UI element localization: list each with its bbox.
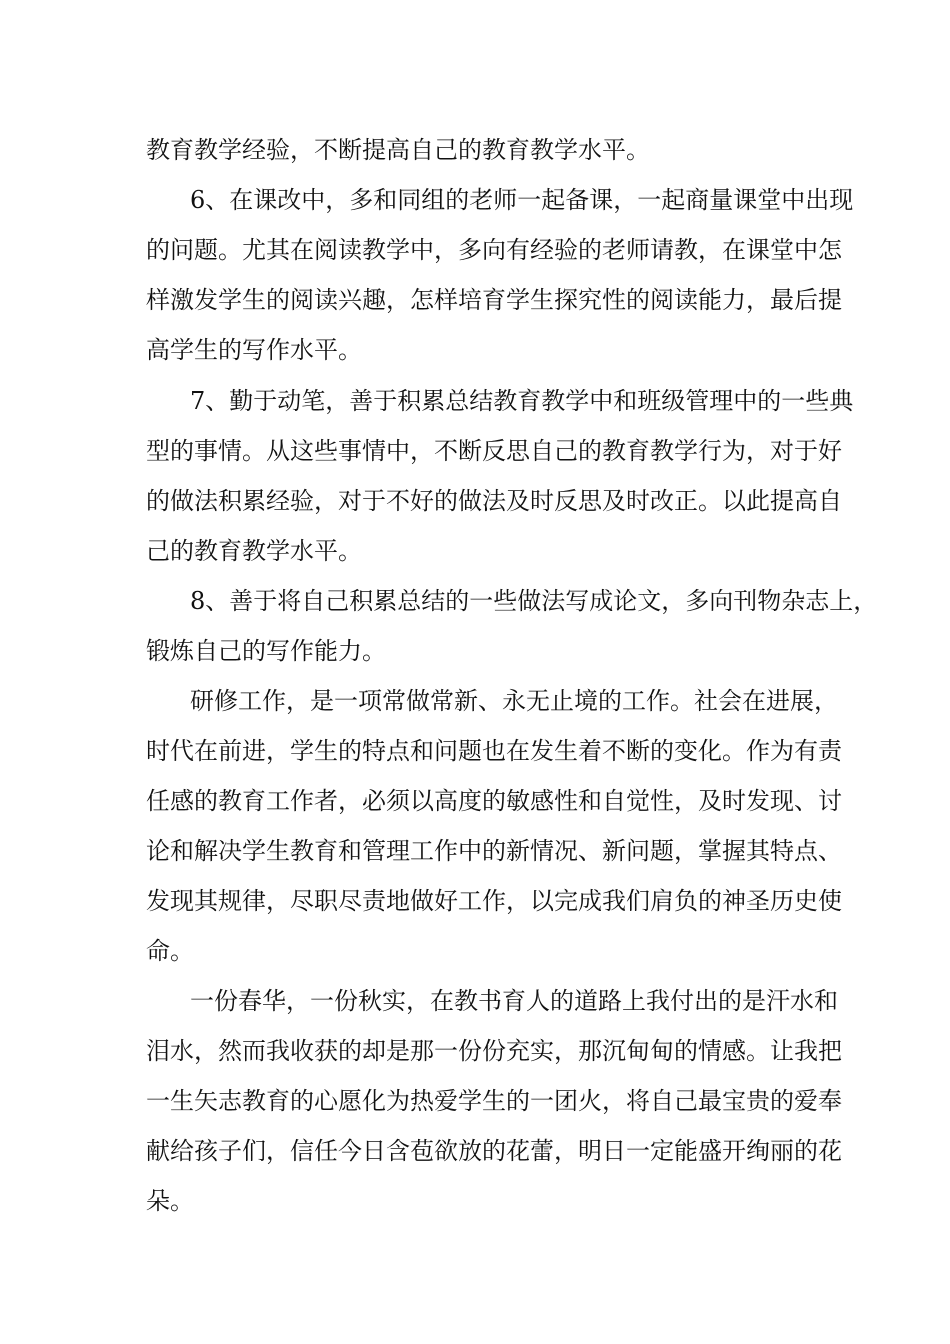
text-line: 时代在前进，学生的特点和问题也在发生着不断的变化。作为有责: [146, 737, 842, 765]
text-line: 6、在课改中，多和同组的老师一起备课，一起商量课堂中出现: [190, 186, 854, 214]
text-line: 泪水，然而我收获的却是那一份份充实，那沉甸甸的情感。让我把: [146, 1037, 842, 1065]
text-line: 一份春华，一份秋实，在教书育人的道路上我付出的是汗水和: [190, 987, 838, 1015]
text-line: 献给孩子们，信任今日含苞欲放的花蕾，明日一定能盛开绚丽的花: [146, 1137, 842, 1165]
text-line: 高学生的写作水平。: [146, 336, 362, 364]
text-line: 7、勤于动笔，善于积累总结教育教学中和班级管理中的一些典: [190, 387, 854, 415]
text-line: 一生矢志教育的心愿化为热爱学生的一团火，将自己最宝贵的爱奉: [146, 1087, 842, 1115]
text-line: 命。: [146, 937, 194, 965]
text-line: 锻炼自己的写作能力。: [146, 637, 386, 665]
text-line: 发现其规律，尽职尽责地做好工作，以完成我们肩负的神圣历史使: [146, 887, 842, 915]
text-line: 己的教育教学水平。: [146, 537, 362, 565]
text-line: 样激发学生的阅读兴趣，怎样培育学生探究性的阅读能力，最后提: [146, 286, 842, 314]
text-line: 的问题。尤其在阅读教学中，多向有经验的老师请教，在课堂中怎: [146, 236, 842, 264]
text-line: 型的事情。从这些事情中，不断反思自己的教育教学行为，对于好: [146, 437, 842, 465]
text-line: 任感的教育工作者，必须以高度的敏感性和自觉性，及时发现、讨: [146, 787, 842, 815]
text-line: 论和解决学生教育和管理工作中的新情况、新问题，掌握其特点、: [146, 837, 842, 865]
text-line: 研修工作，是一项常做常新、永无止境的工作。社会在进展，: [190, 687, 838, 715]
text-line: 教育教学经验，不断提高自己的教育教学水平。: [146, 136, 650, 164]
text-line: 8、善于将自己积累总结的一些做法写成论文，多向刊物杂志上，: [190, 587, 878, 615]
text-line: 朵。: [146, 1187, 194, 1215]
text-line: 的做法积累经验，对于不好的做法及时反思及时改正。以此提高自: [146, 487, 842, 515]
